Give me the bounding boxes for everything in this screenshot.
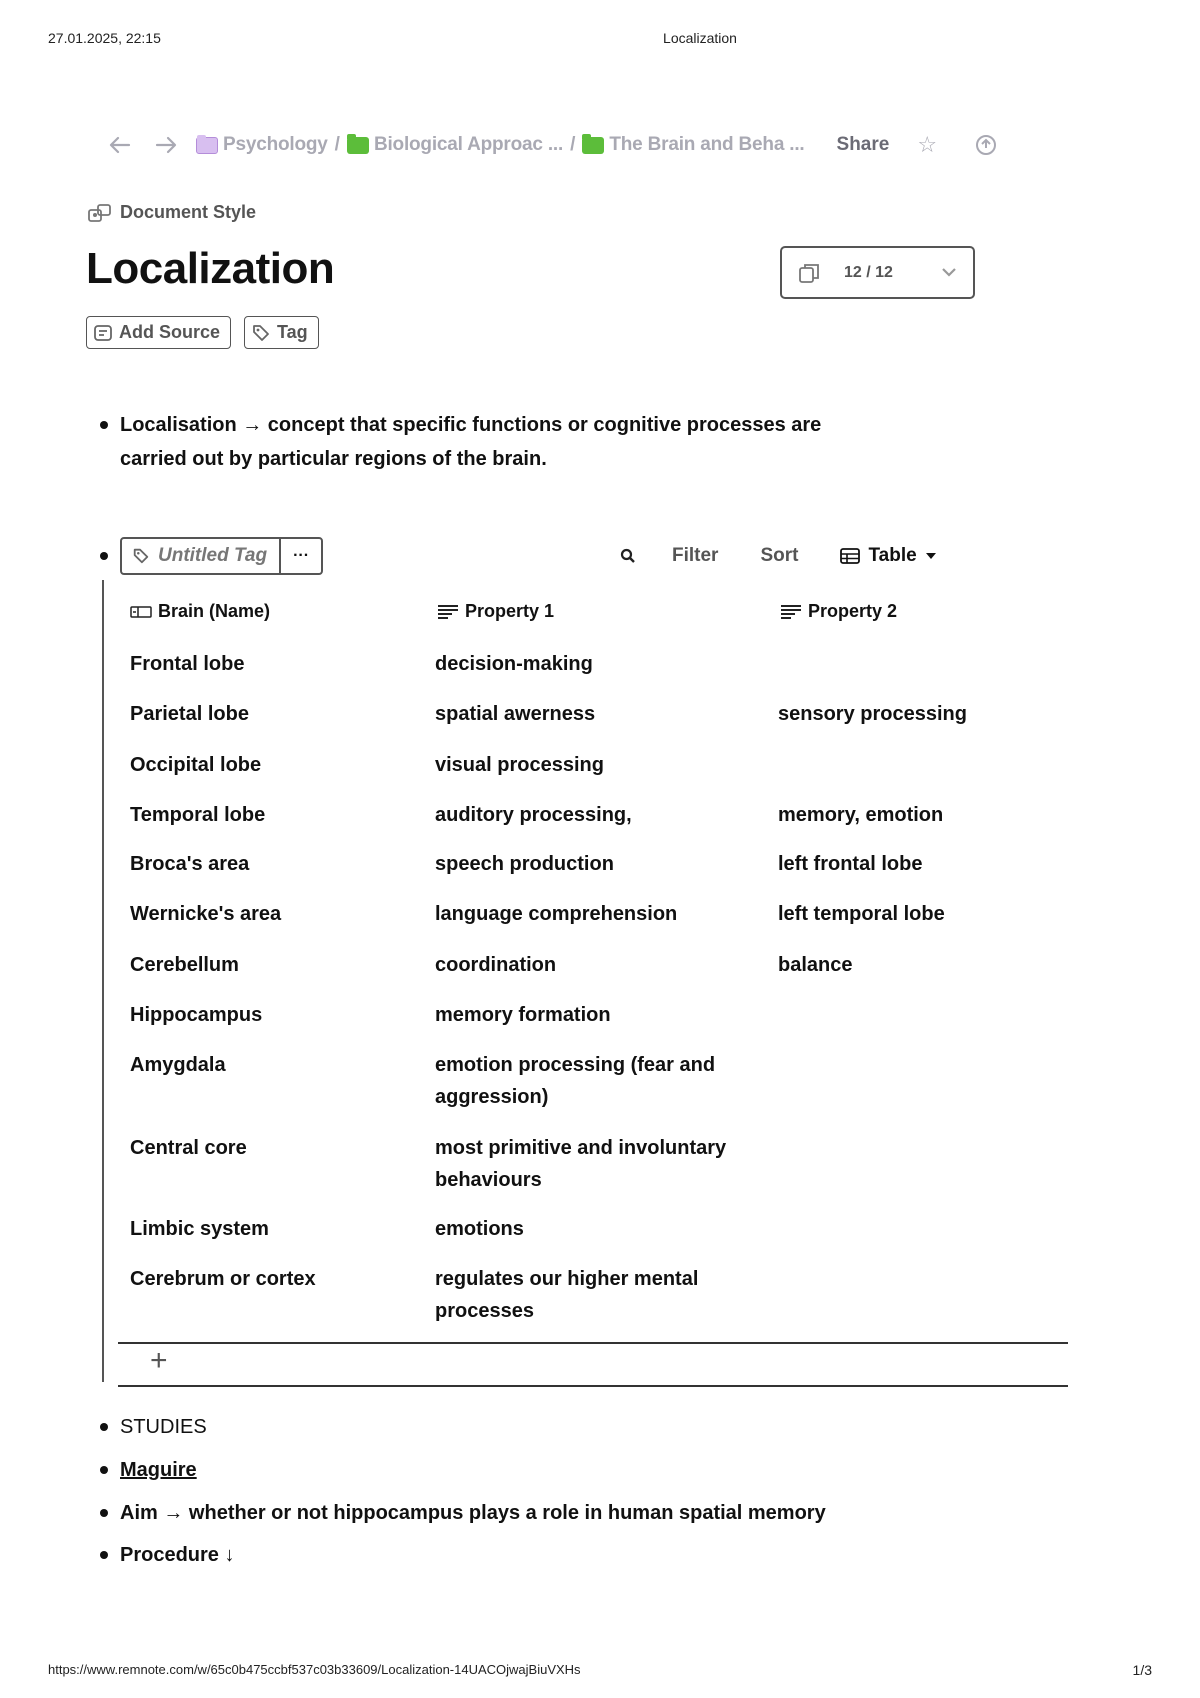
source-icon — [93, 323, 113, 343]
table-cell-name[interactable]: Broca's area — [130, 853, 250, 875]
print-datetime: 27.01.2025, 22:15 — [48, 30, 161, 46]
cell-line: behaviours — [435, 1169, 542, 1191]
tag-button[interactable]: Tag — [244, 316, 319, 349]
table-tools — [620, 537, 937, 575]
cell-line: speech production — [435, 853, 614, 875]
table-cell-name[interactable]: Occipital lobe — [130, 754, 262, 776]
folder-icon — [196, 137, 218, 154]
bullet[interactable] — [100, 1509, 108, 1517]
table-cell-property-1[interactable] — [435, 1263, 698, 1327]
pin-icon[interactable] — [975, 134, 997, 156]
table-cell-property-2[interactable]: sensory processing — [778, 703, 967, 725]
forward-arrow-icon[interactable] — [154, 133, 178, 157]
breadcrumb-brain-and-behaviour[interactable]: The Brain and Beha ... — [582, 134, 804, 156]
cell-line: most primitive and involuntary — [435, 1137, 727, 1159]
page-title[interactable]: Localization — [86, 244, 335, 293]
bullet[interactable] — [100, 421, 108, 429]
aim-item[interactable]: Aim → whether or not hippocampus plays a role in human spatial memory — [120, 1502, 826, 1524]
cell-line: aggression) — [435, 1086, 549, 1108]
cell-line: processes — [435, 1300, 534, 1322]
table-cell-property-1[interactable] — [435, 749, 604, 781]
chevron-down-icon[interactable] — [941, 264, 957, 282]
table-cell-name[interactable]: Parietal lobe — [130, 703, 249, 725]
text-property-icon — [780, 604, 802, 620]
view-selector[interactable]: Table — [840, 545, 936, 567]
table-bottom-border — [118, 1385, 1068, 1387]
cell-line: spatial awerness — [435, 703, 596, 725]
cell-line: auditory processing, — [435, 804, 632, 826]
star-icon[interactable]: ☆ — [917, 132, 938, 157]
table-cell-name[interactable]: Temporal lobe — [130, 804, 266, 826]
rem-pager[interactable] — [780, 246, 975, 299]
filter-button[interactable]: Filter — [672, 545, 719, 566]
cell-line: coordination — [435, 954, 557, 976]
print-page: 1/3 — [1132, 1662, 1152, 1678]
table-cell-name[interactable]: Frontal lobe — [130, 653, 245, 675]
cell-line: memory formation — [435, 1004, 611, 1026]
cell-line: decision-making — [435, 653, 593, 675]
column-header-property-2[interactable]: Property 2 — [780, 601, 897, 622]
folder-icon — [347, 137, 369, 154]
tag-icon — [132, 547, 150, 565]
sort-button[interactable]: Sort — [760, 545, 799, 566]
intro-text[interactable]: Localisation → concept that specific functions or cognitive processes are carried out by particular regions of the brain. — [120, 414, 822, 470]
bullet[interactable] — [100, 1551, 108, 1559]
table-cell-property-2[interactable]: memory, emotion — [778, 804, 944, 826]
more-options-button[interactable]: ··· — [293, 547, 310, 564]
back-arrow-icon[interactable] — [108, 133, 132, 157]
maguire-link[interactable]: Maguire — [120, 1459, 197, 1481]
table-cell-property-1[interactable] — [435, 698, 595, 730]
document-style-icon — [88, 203, 112, 223]
cell-line: emotion processing (fear and — [435, 1054, 716, 1076]
add-row-button[interactable]: + — [150, 1344, 168, 1377]
top-navigation: Psychology / Biological Approac ... / The Brain and Beha ... Share ☆ — [108, 130, 997, 160]
document-style-label: Document Style — [120, 202, 257, 222]
search-icon[interactable] — [620, 548, 636, 564]
table-cell-property-1[interactable] — [435, 898, 677, 930]
breadcrumb-psychology[interactable]: Psychology — [196, 134, 328, 156]
text-property-icon — [437, 604, 459, 620]
table-cell-property-1[interactable] — [435, 1132, 726, 1196]
table-cell-property-2[interactable]: left frontal lobe — [778, 853, 923, 875]
table-cell-property-1[interactable] — [435, 999, 611, 1031]
pager-count: 12 / 12 — [844, 263, 893, 281]
name-column-icon — [130, 605, 152, 619]
table-divider — [118, 1342, 1068, 1344]
add-source-button[interactable]: Add Source — [86, 316, 231, 349]
table-cell-property-1[interactable] — [435, 799, 632, 831]
table-cell-name[interactable]: Central core — [130, 1137, 247, 1159]
studies-heading[interactable]: STUDIES — [120, 1416, 207, 1438]
doc-actions — [86, 316, 319, 349]
column-header-property-1[interactable]: Property 1 — [437, 601, 554, 622]
table-cell-property-1[interactable] — [435, 949, 556, 981]
table-cell-name[interactable]: Cerebellum — [130, 954, 239, 976]
table-cell-name[interactable]: Hippocampus — [130, 1004, 263, 1026]
breadcrumb-biological-approach[interactable]: Biological Approac ... — [347, 134, 563, 156]
cell-line: emotions — [435, 1218, 524, 1240]
table-cell-name[interactable]: Limbic system — [130, 1218, 269, 1240]
table-toolbar — [120, 537, 1070, 577]
table-cell-property-1[interactable] — [435, 648, 593, 680]
table-cell-property-1[interactable] — [435, 1049, 715, 1113]
caret-down-icon — [925, 552, 937, 560]
tag-selector — [120, 537, 323, 575]
table-cell-property-2[interactable]: balance — [778, 954, 853, 976]
document-style[interactable] — [88, 202, 256, 223]
table-cell-property-1[interactable] — [435, 1213, 524, 1245]
cell-line: visual processing — [435, 754, 604, 776]
procedure-item[interactable]: Procedure ↓ — [120, 1544, 235, 1566]
copy-icon — [798, 262, 820, 284]
table-cell-name[interactable]: Amygdala — [130, 1054, 226, 1076]
table-cell-property-1[interactable] — [435, 848, 614, 880]
print-title: Localization — [663, 30, 737, 46]
bullet[interactable] — [100, 552, 108, 560]
share-button[interactable]: Share — [836, 134, 890, 155]
print-url: https://www.remnote.com/w/65c0b475ccbf537c03b33609/Localization-14UACOjwajBiuVXHs — [48, 1662, 581, 1677]
cell-line: language comprehension — [435, 903, 678, 925]
cell-line: regulates our higher mental — [435, 1268, 699, 1290]
column-header-name[interactable]: Brain (Name) — [130, 601, 270, 622]
untitled-tag-button[interactable]: Untitled Tag — [122, 539, 281, 573]
table-cell-property-2[interactable]: left temporal lobe — [778, 903, 945, 925]
table-icon — [840, 548, 860, 564]
bullet[interactable] — [100, 1423, 108, 1431]
indent-guide — [102, 580, 104, 1382]
tag-icon — [251, 323, 271, 343]
table-cell-name[interactable]: Cerebrum or cortex — [130, 1268, 316, 1290]
bullet[interactable] — [100, 1466, 108, 1474]
folder-icon — [582, 137, 604, 154]
table-cell-name[interactable]: Wernicke's area — [130, 903, 282, 925]
